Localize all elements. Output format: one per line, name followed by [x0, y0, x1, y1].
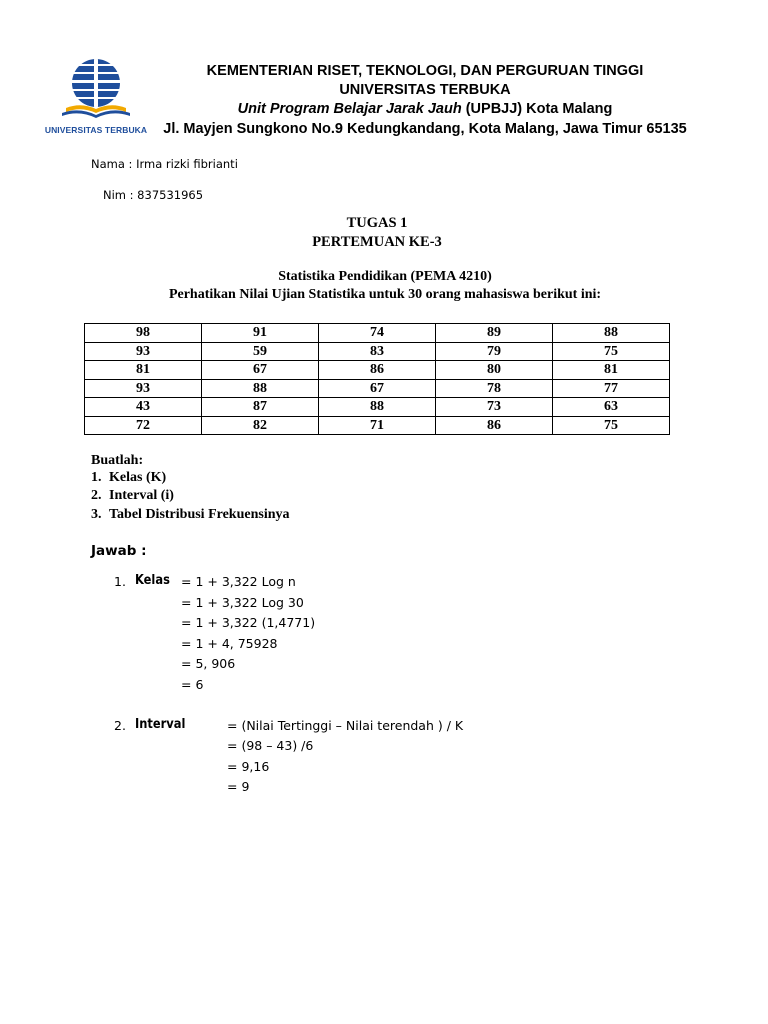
table-cell: 80: [436, 361, 553, 380]
unit-name-rest: (UPBJJ) Kota Malang: [461, 101, 613, 117]
kelas-number: 1.: [114, 574, 126, 589]
kelas-step: = 1 + 3,322 Log n: [181, 574, 296, 589]
table-cell: 89: [436, 324, 553, 343]
interval-step: = (Nilai Tertinggi – Nilai terendah ) / K: [227, 718, 464, 733]
instruction-text: Perhatikan Nilai Ujian Statistika untuk 30 orang mahasiswa berikut ini:: [168, 287, 602, 302]
task-number: 1.: [91, 470, 102, 485]
table-cell: 83: [319, 342, 436, 361]
table-row: [85, 324, 670, 343]
kelas-label: Kelas: [135, 573, 170, 588]
answer-heading: Jawab :: [91, 543, 147, 559]
task-text: Tabel Distribusi Frekuensinya: [109, 507, 290, 522]
table-row: [85, 342, 670, 361]
table-cell: 79: [436, 342, 553, 361]
student-nim: Nim : 837531965: [103, 188, 204, 202]
kelas-step: = 1 + 3,322 (1,4771): [181, 615, 316, 630]
table-cell: 88: [319, 398, 436, 417]
table-cell: 98: [85, 324, 202, 343]
table-cell: 72: [85, 416, 202, 435]
table-cell: 81: [85, 361, 202, 380]
interval-step: = 9,16: [227, 759, 270, 774]
task-item: [91, 507, 290, 523]
kelas-step: = 1 + 4, 75928: [181, 636, 278, 651]
interval-step: = (98 – 43) /6: [227, 738, 314, 753]
kelas-step: = 6: [181, 677, 204, 692]
interval-number: 2.: [114, 718, 126, 733]
course-title: Statistika Pendidikan (PEMA 4210): [278, 269, 492, 284]
unit-name-italic: Unit Program Belajar Jarak Jauh: [237, 101, 462, 117]
table-cell: 93: [85, 342, 202, 361]
kelas-step: = 1 + 3,322 Log 30: [181, 595, 304, 610]
table-cell: 67: [202, 361, 319, 380]
table-cell: 43: [85, 398, 202, 417]
table-cell: 88: [553, 324, 670, 343]
table-cell: 75: [553, 342, 670, 361]
table-row: [85, 416, 670, 435]
table-cell: 71: [319, 416, 436, 435]
task-item: [91, 488, 174, 504]
interval-label: Interval: [135, 717, 186, 732]
table-cell: 82: [202, 416, 319, 435]
university-name: UNIVERSITAS TERBUKA: [339, 82, 511, 98]
table-cell: 77: [553, 379, 670, 398]
table-row: [85, 379, 670, 398]
task-number: 3.: [91, 507, 102, 522]
table-cell: 87: [202, 398, 319, 417]
logo-caption: UNIVERSITAS TERBUKA: [44, 125, 148, 135]
task-text: Interval (i): [109, 488, 174, 503]
table-cell: 75: [553, 416, 670, 435]
table-cell: 91: [202, 324, 319, 343]
interval-step: = 9: [227, 779, 250, 794]
task-text: Kelas (K): [109, 470, 167, 485]
student-name: Nama : Irma rizki fibrianti: [91, 157, 238, 171]
globe-book-icon: [44, 56, 148, 124]
table-cell: 63: [553, 398, 670, 417]
tasks-heading: Buatlah:: [91, 453, 144, 468]
scores-table: [84, 323, 670, 435]
table-cell: 86: [319, 361, 436, 380]
table-cell: 73: [436, 398, 553, 417]
task-number: 2.: [91, 488, 102, 503]
table-cell: 81: [553, 361, 670, 380]
table-cell: 67: [319, 379, 436, 398]
table-cell: 88: [202, 379, 319, 398]
table-row: [85, 398, 670, 417]
university-logo: [44, 56, 148, 140]
table-cell: 93: [85, 379, 202, 398]
scores-table-body: [85, 324, 670, 435]
table-row: [85, 361, 670, 380]
assignment-title: TUGAS 1: [346, 215, 408, 231]
address: Jl. Mayjen Sungkono No.9 Kedungkandang, Kota Malang, Jawa Timur 65135: [163, 121, 687, 137]
table-cell: 78: [436, 379, 553, 398]
task-item: [91, 470, 166, 486]
unit-name: [150, 101, 700, 117]
table-cell: 86: [436, 416, 553, 435]
table-cell: 74: [319, 324, 436, 343]
ministry-name: KEMENTERIAN RISET, TEKNOLOGI, DAN PERGURUAN TINGGI: [206, 63, 644, 79]
meeting-title: PERTEMUAN KE-3: [312, 234, 442, 250]
kelas-step: = 5, 906: [181, 656, 236, 671]
table-cell: 59: [202, 342, 319, 361]
